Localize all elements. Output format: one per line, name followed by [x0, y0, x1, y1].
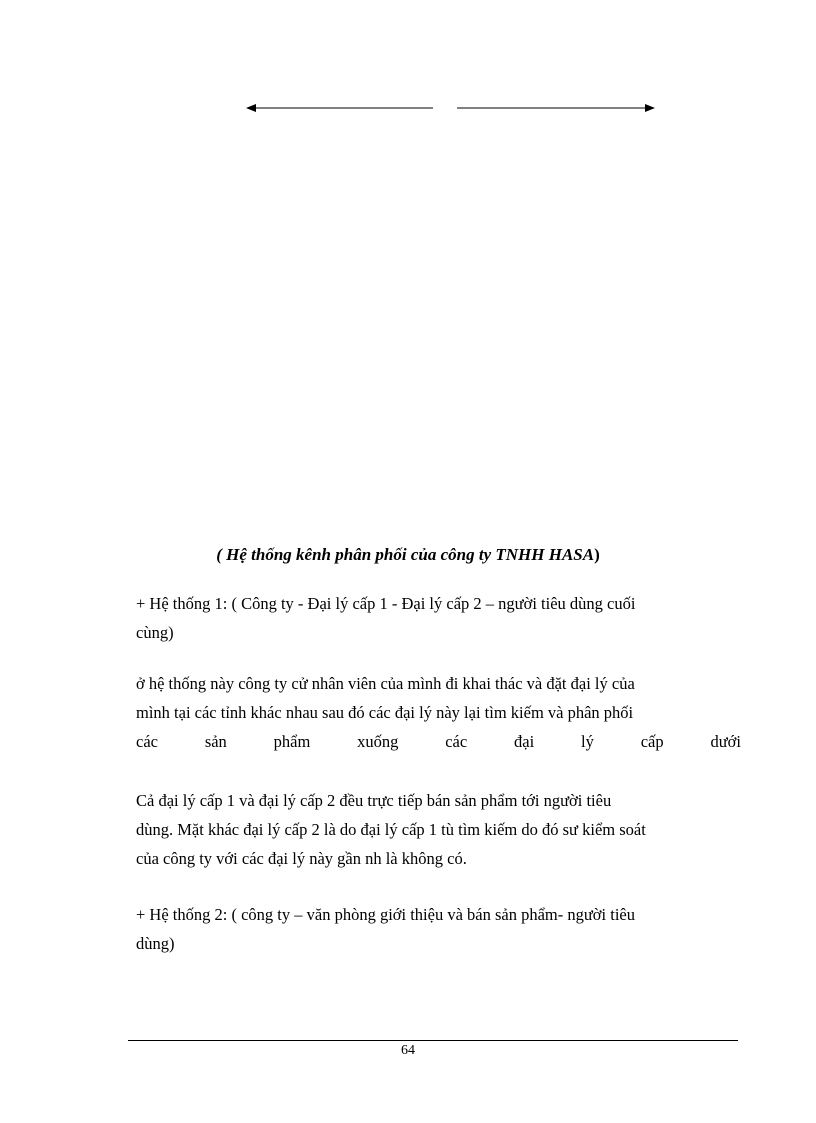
system-1-desc-line-1: ở hệ thống này công ty cử nhân viên của mình đi khai thác và đặt đại lý của [136, 674, 635, 693]
word: lý [581, 732, 594, 751]
paragraph-agents [136, 786, 741, 873]
footer-rule [128, 1040, 738, 1041]
system-1-desc-line-2: mình tại các tỉnh khác nhau sau đó các đại lý này lại tìm kiếm và phân phối [136, 703, 634, 722]
word: cấp [640, 732, 664, 751]
caption-text: Hệ thống kênh phân phối của công ty TNHH HASA [226, 545, 595, 564]
page-number: 64 [401, 1043, 415, 1058]
caption-close-paren: ) [594, 545, 600, 564]
word: các [445, 732, 468, 751]
paragraph-system-1-description [136, 669, 741, 756]
figure-caption [0, 545, 816, 565]
word: sản [204, 732, 227, 751]
word: các [136, 732, 158, 751]
diagram-arrows [0, 98, 816, 118]
word: phẩm [273, 732, 311, 751]
agents-line-3: của công ty với các đại lý này gần nh là không có. [136, 849, 467, 868]
agents-line-1: Cả đại lý cấp 1 và đại lý cấp 2 đều trực tiếp bán sản phẩm tới người tiêu [136, 791, 612, 810]
system-2-line-1: + Hệ thống 2: ( công ty – văn phòng giới thiệu và bán sản phẩm- người tiêu [136, 905, 635, 924]
left-arrow [246, 104, 433, 112]
right-arrow [457, 104, 655, 112]
system-1-desc-line-3 [136, 727, 741, 756]
word: xuống [357, 732, 399, 751]
word: dưới [710, 732, 741, 751]
system-2-line-2: dùng) [136, 934, 175, 953]
paragraph-system-2 [136, 900, 741, 958]
agents-line-2: dùng. Mặt khác đại lý cấp 2 là do đại lý cấp 1 tù tìm kiếm do đó sư kiểm soát [136, 820, 646, 839]
word: đại [514, 732, 535, 751]
paragraph-system-1 [136, 589, 741, 647]
system-1-line-2: cùng) [136, 623, 174, 642]
caption-open-paren: ( [216, 545, 227, 564]
system-1-line-1: + Hệ thống 1: ( Công ty - Đại lý cấp 1 - Đại lý cấp 2 – người tiêu dùng cuối [136, 594, 636, 613]
